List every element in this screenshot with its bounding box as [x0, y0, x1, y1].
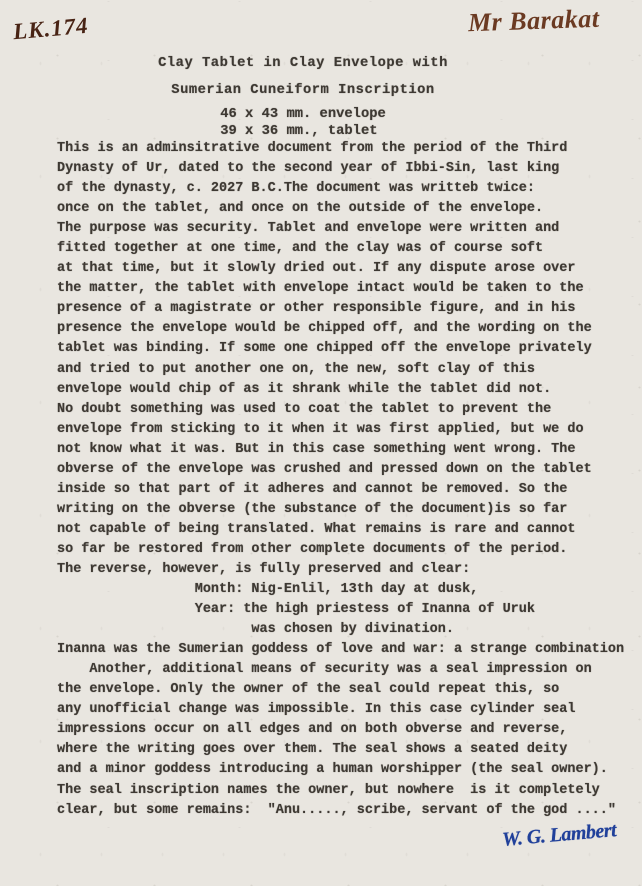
typed-line: The reverse, however, is fully preserved and clear: [57, 561, 471, 577]
typed-line: inside so that part of it adheres and cannot be removed. So the [57, 481, 568, 497]
typed-line: the envelope. Only the owner of the seal could repeat this, so [57, 682, 560, 698]
dimension-line: 39 x 36 mm., tablet [220, 123, 378, 139]
typed-line: writing on the obverse (the substance of the document)is so far [57, 501, 568, 517]
typed-line: at that time, but it slowly dried out. If any dispute arose over [57, 261, 576, 277]
typed-line: Dynasty of Ur, dated to the second year of Ibbi-Sin, last king [57, 161, 560, 177]
typed-line: This is an adminsitrative document from the period of the Third [57, 141, 568, 156]
document-title-block [0, 56, 624, 140]
typed-line: the matter, the tablet with envelope intact would be taken to the [57, 281, 584, 297]
document-title-line2: Sumerian Cuneiform Inscription [171, 83, 435, 98]
typed-line: of the dynasty, c. 2027 B.C.The document was writteb twice: [57, 181, 535, 197]
typed-line: impressions occur on all edges and on both obverse and reverse, [57, 722, 568, 738]
typed-line: envelope from sticking to it when it was first applied, but we do [57, 421, 584, 437]
recipient-annotation: Mr Barakat [467, 3, 600, 38]
typed-line: No doubt something was used to coat the tablet to prevent the [57, 401, 552, 417]
typed-line: Year: the high priestess of Inanna of Uruk [57, 602, 535, 618]
typed-line: envelope would chip of as it shrank while the tablet did not. [57, 381, 552, 397]
object-dimensions [220, 107, 386, 140]
typed-line: once on the tablet, and once on the outside of the envelope. [57, 201, 544, 217]
signature: W. G. Lambert [501, 819, 617, 851]
typed-line: and a minor goddess introducing a human worshipper (the seal owner). [57, 762, 608, 778]
typed-line: Another, additional means of security was a seal impression on [57, 662, 592, 678]
document-title-line1: Clay Tablet in Clay Envelope with [158, 56, 448, 71]
typed-line: presence the envelope would be chipped off, and the wording on the [57, 321, 592, 337]
typed-line: The purpose was security. Tablet and envelope were written and [57, 221, 560, 237]
typed-line: tablet was binding. If some one chipped off the envelope privately [57, 341, 592, 357]
typed-line: Month: Nig-Enlil, 13th day at dusk, [57, 582, 479, 598]
typed-line: any unofficial change was impossible. In this case cylinder seal [57, 702, 576, 718]
typed-line: not know what it was. But in this case something went wrong. The [57, 441, 576, 457]
typed-line: not capable of being translated. What remains is rare and cannot [57, 521, 576, 537]
typed-line: The seal inscription names the owner, but nowhere is it completely [57, 782, 600, 798]
typed-line: presence of a magistrate or other responsible figure, and in his [57, 301, 576, 317]
typed-line: clear, but some remains: "Anu....., scribe, servant of the god ...." [57, 802, 616, 818]
typed-line: was chosen by divination. [57, 622, 454, 638]
typed-line: and tried to put another one on, the new, soft clay of this [57, 361, 535, 377]
document-body [57, 139, 624, 821]
typed-line: so far be restored from other complete documents of the period. [57, 541, 568, 557]
typed-line: where the writing goes over them. The seal shows a seated deity [57, 742, 568, 758]
typed-line: obverse of the envelope was crushed and pressed down on the tablet [57, 461, 592, 477]
typed-line: Inanna was the Sumerian goddess of love and war: a strange combination [57, 642, 625, 658]
dimension-line: 46 x 43 mm. envelope [220, 107, 386, 122]
typed-line: fitted together at one time, and the clay was of course soft [57, 241, 544, 257]
catalog-number-annotation: LK.174 [12, 12, 90, 45]
